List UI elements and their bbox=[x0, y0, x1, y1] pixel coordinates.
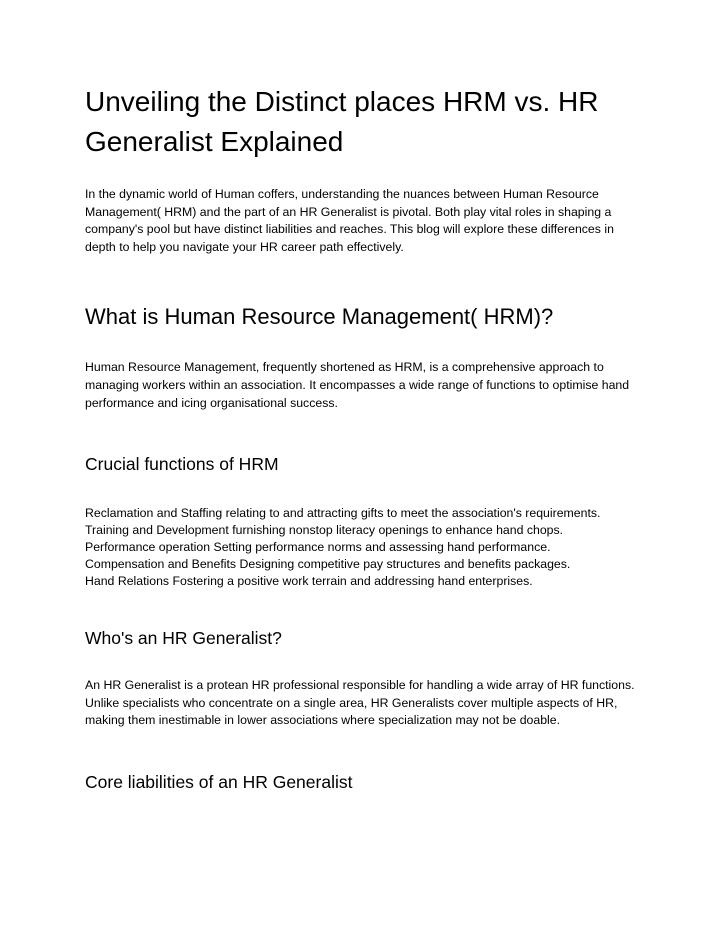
list-item: Hand Relations Fostering a positive work terrain and addressing hand enterprises. bbox=[85, 574, 533, 589]
document-page bbox=[85, 82, 645, 794]
functions-list bbox=[85, 505, 645, 590]
section-heading-crucial-functions: Crucial functions of HRM bbox=[85, 454, 279, 475]
document-title: Unveiling the Distinct places HRM vs. HR Generalist Explained bbox=[85, 86, 599, 157]
hr-generalist-paragraph: An HR Generalist is a protean HR professional responsible for handling a wide array of HR functions. Unlike specialists who concentrate on a single area, HR Generalists cover multiple aspects of HR, making them inestimable in lower associations where specialization may not be doable. bbox=[85, 678, 635, 728]
list-item: Performance operation Setting performance norms and assessing hand performance. bbox=[85, 540, 551, 555]
section-heading-core-liabilities: Core liabilities of an HR Generalist bbox=[85, 771, 353, 792]
list-item: Compensation and Benefits Designing competitive pay structures and benefits packages. bbox=[85, 557, 571, 572]
section-heading-what-is-hrm: What is Human Resource Management( HRM)? bbox=[85, 304, 554, 330]
hrm-definition-paragraph: Human Resource Management, frequently shortened as HRM, is a comprehensive approach to managing workers within an association. It encompasses a wide range of functions to optimise hand performance and icing organisational success. bbox=[85, 360, 630, 410]
section-heading-hr-generalist: Who's an HR Generalist? bbox=[85, 628, 282, 649]
list-item: Training and Development furnishing nonstop literacy openings to enhance hand chops. bbox=[85, 523, 564, 538]
intro-paragraph: In the dynamic world of Human coffers, understanding the nuances between Human Resource Management( HRM) and the part of an HR Generalist is pivotal. Both play vital roles in shaping a company's pool but have distinct liabilities and reaches. This blog will explore these differences in depth to help you navigate your HR career path effectively. bbox=[85, 187, 614, 254]
list-item: Reclamation and Staffing relating to and attracting gifts to meet the association's requirements. bbox=[85, 506, 601, 521]
